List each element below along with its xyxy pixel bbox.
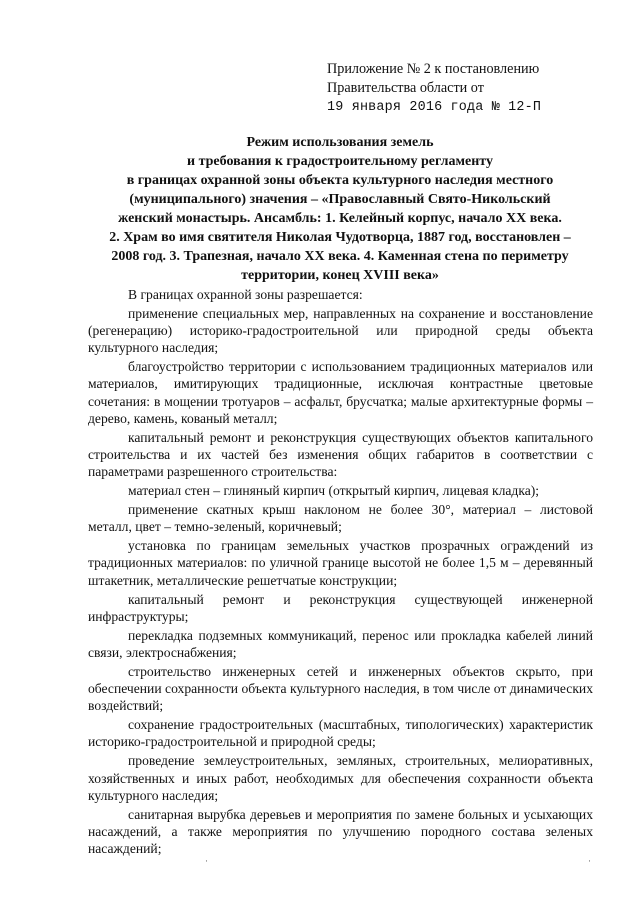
- body-paragraph: санитарная вырубка деревьев и мероприятия по замене больных и усыхающих насаждений, а также мероприятия по улучшению породного состава зеленых насаждений;: [88, 806, 593, 857]
- header-line-2: Правительства области от: [327, 80, 484, 96]
- body-paragraph: строительство инженерных сетей и инженерных объектов скрыто, при обеспечении сохранности объекта культурного наследия, в том числе от динамических воздействий;: [88, 663, 593, 714]
- body-paragraph: применение скатных крыш наклоном не более 30°, материал – листовой металл, цвет – темно-зеленый, коричневый;: [88, 502, 593, 535]
- body-paragraph: проведение землеустроительных, земляных, строительных, мелиоративных, хозяйственных и иных работ, необходимых для обеспечения сохранности объекта культурного наследия;: [88, 753, 593, 803]
- body-paragraph: перекладка подземных коммуникаций, перенос или прокладка кабелей линий связи, электроснабжения;: [88, 627, 593, 660]
- body-paragraph: материал стен – глиняный кирпич (открытый кирпич, лицевая кладка);: [128, 483, 540, 499]
- title-line: территории, конец XVIII века»: [241, 268, 439, 283]
- title-line: в границах охранной зоны объекта культурного наследия местного: [126, 173, 554, 188]
- body-paragraph: капитальный ремонт и реконструкция существующей инженерной инфраструктуры;: [88, 591, 593, 624]
- title-line: 2. Храм во имя святителя Николая Чудотворца, 1887 год, восстановлен –: [109, 230, 571, 245]
- body-paragraph: благоустройство территории с использованием традиционных материалов или материалов, имитирующих традиционные, исключая контрастные цветовые сочетания: в мощении тротуаров – асфальт, брусчатка; малые архитектурные формы – дерево, камень, кованый металл;: [88, 359, 593, 427]
- body-paragraph: сохранение градостроительных (масштабных, типологических) характеристик историко-градостроительной и природной среды;: [88, 717, 593, 750]
- scan-dot: ·: [205, 856, 208, 866]
- body-paragraph: В границах охранной зоны разрешается:: [128, 287, 363, 302]
- header-line-1: Приложение № 2 к постановлению: [327, 61, 540, 77]
- body-paragraph: применение специальных мер, направленных на сохранение и восстановление (регенерацию) историко-градостроительной или природной среды объекта культурного наследия;: [88, 305, 593, 356]
- document-header: [327, 60, 627, 117]
- document-title: [86, 133, 594, 285]
- scan-dot: ·: [588, 856, 591, 866]
- title-line: женский монастырь. Ансамбль: 1. Келейный корпус, начало XX века.: [118, 211, 562, 226]
- title-line: (муниципального) значения – «Православный Свято-Никольский: [129, 192, 551, 207]
- title-line: и требования к градостроительному регламенту: [187, 154, 493, 169]
- header-line-3: 19 января 2016 года № 12-П: [327, 100, 542, 115]
- title-line: 2008 год. 3. Трапезная, начало XX века. 4. Каменная стена по периметру: [111, 249, 569, 264]
- title-line: Режим использования земель: [246, 135, 434, 150]
- body-paragraph: капитальный ремонт и реконструкция существующих объектов капитального строительства и их частей без изменения общих габаритов в соответствии с параметрами разрешенного строительства:: [88, 429, 593, 480]
- document-body: [88, 286, 593, 859]
- body-paragraph: установка по границам земельных участков прозрачных ограждений из традиционных материалов: по уличной границе высотой не более 1,5 м – деревянный штакетник, металлические решетчатые конструкции;: [88, 538, 593, 588]
